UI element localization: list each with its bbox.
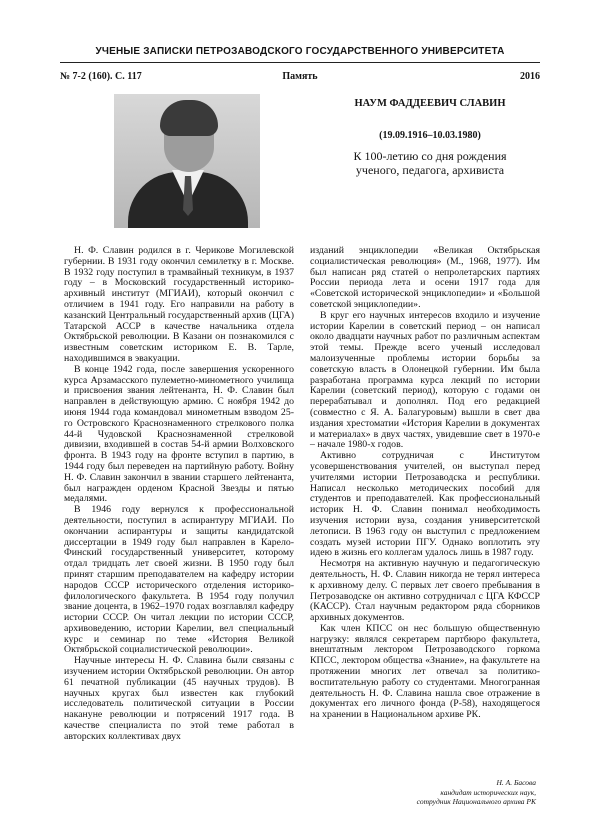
paragraph: Научные интересы Н. Ф. Славина были связаны с изучением истории Октябрьской революции. Он автор 61 печатной публикации (45 научных трудов). В научных кругах был известен как глубокий исследователь политической ситуации в России накануне революции и потрясений 1917 года. В качестве специалиста по этой теме работал в авторских коллективах двух [64, 655, 294, 742]
portrait-photo [114, 94, 260, 228]
life-dates: (19.09.1916–10.03.1980) [379, 130, 481, 141]
section-rubric: Память [282, 71, 318, 82]
author-degree: кандидат исторических наук, [440, 787, 536, 797]
article-subtitle [300, 149, 560, 177]
author-signature [417, 778, 536, 807]
paragraph: Н. Ф. Славин родился в г. Черикове Могилевской губернии. В 1931 году окончил семилетку в г. Москве. В 1932 году поступил в трамвайный техникум, в 1937 году – в Московский государственный историко-архивный институт (МГИАИ), который окончил с отличием в 1941 году. Его направили на работу в казанский Центральный государственный архив (ЦГА) Татарской АССР в качестве начальника отдела Октябрьской революции. В Казани он познакомился с известным советским историком Е. В. Тарле, находившимся в эвакуации. [64, 245, 294, 364]
paragraph: В конце 1942 года, после завершения ускоренного курса Арзамасского пулеметно-минометного училища и присвоения звания лейтенанта, Н. Ф. Славин был направлен в действующую армию. С ноября 1942 до июня 1944 года командовал минометным взводом 25-го Островского Краснознаменного стрелкового полка 44-й Чудовской Краснознаменной стрелковой дивизии, входившей в состав 54-й армии Волховского фронта. В 1943 году на фронте вступил в партию, в 1944 году был переведен на партийную работу. Войну Н. Ф. Славин закончил в звании старшего лейтенанта, был награжден орденом Красной Звезды и пятью медалями. [64, 363, 294, 505]
author-name: Н. А. Басова [496, 778, 536, 787]
text-column-left [64, 246, 294, 743]
issue-year: 2016 [520, 71, 540, 82]
issue-number: № 7-2 (160). С. 117 [60, 71, 142, 82]
article-title: НАУМ ФАДДЕЕВИЧ СЛАВИН [354, 98, 506, 109]
paragraph: В 1946 году вернулся к профессиональной деятельности, поступил в аспирантуру МГИАИ. По окончании аспирантуры и защиты кандидатской диссертации в 1949 году был направлен в Карело-Финский государственный университет, которому отдал тридцать лет своей жизни. В 1950 году был принят старшим преподавателем на кафедру истории народов СССР исторического отделения историко-филологического факультета. В 1954 году получил звание доцента, в 1962–1970 годах возглавлял кафедру истории СССР. Он читал лекции по истории СССР, архивоведению, истории Карелии, вел специальный курс и семинар по теме «История Великой Октябрьской социалистической революции». [64, 504, 294, 656]
paragraph: В круг его научных интересов входило и изучение истории Карелии в советский период – он написал около двадцати научных работ по различным аспектам этой темы. Прежде всего ученый исследовал малоизученные проблемы истории борьбы за советскую власть в Олонецкой губернии. Им была разработана программа курса лекций по истории Карелии (советский период), которую с годами он перерабатывал и дополнял. Под его редакцией (совместно с Я. А. Балагуровым) вышли в свет два издания хрестоматии «История Карелии в документах и материалах» в двух частях, увидевшие свет в 1970-е – начале 1980-х годов. [310, 309, 540, 451]
subtitle-line: ученого, педагога, архивиста [355, 163, 505, 177]
paragraph: Несмотря на активную научную и педагогическую деятельность, Н. Ф. Славин никогда не терял интереса к архивному делу. С первых лет своего пребывания в Петрозаводске он активно сотрудничал с ЦГА КФССР (КАССР). Стал научным редактором ряда сборников архивных документов. [310, 558, 540, 624]
text-column-right [310, 246, 540, 721]
journal-running-title: УЧЕНЫЕ ЗАПИСКИ ПЕТРОЗАВОДСКОГО ГОСУДАРСТВЕННОГО УНИВЕРСИТЕТА [95, 46, 505, 57]
paragraph: изданий энциклопедии «Великая Октябрьская социалистическая революция» (М., 1968, 1977). Им был написан ряд статей о непролетарских партиях России периода лета и осени 1917 года для «Советской исторической энциклопедии» и «Большой советской энциклопедии». [310, 245, 540, 310]
header-rule [60, 62, 540, 63]
author-position: сотрудник Национального архива РК [416, 797, 536, 806]
paragraph: Активно сотрудничая с Институтом усовершенствования учителей, он выступал перед учителями истории Петрозаводска и республики. Написал несколько методических пособий для студентов и преподавателей. Как профессиональный историк Н. Ф. Славин понимал необходимость изучения истории вуза, создания университетской летописи. В 1963 году он выступил с предложением создать музей истории ПГУ. Однако воплотить эту идею в жизнь его коллегам удалось лишь в 1987 году. [310, 450, 540, 559]
subtitle-line: К 100-летию со дня рождения [353, 149, 507, 163]
paragraph: Как член КПСС он нес большую общественную нагрузку: являлся секретарем партбюро факультета, внештатным лектором Петрозаводского горкома КПСС, лектором общества «Знание», на факультете на протяжении многих лет отвечал за политико-воспитательную работу со студентами. Многогранная деятельность Н. Ф. Славина нашла свое отражение в документах его личного фонда (Р-58), находящегося на хранении в Национальном архиве РК. [310, 622, 540, 721]
